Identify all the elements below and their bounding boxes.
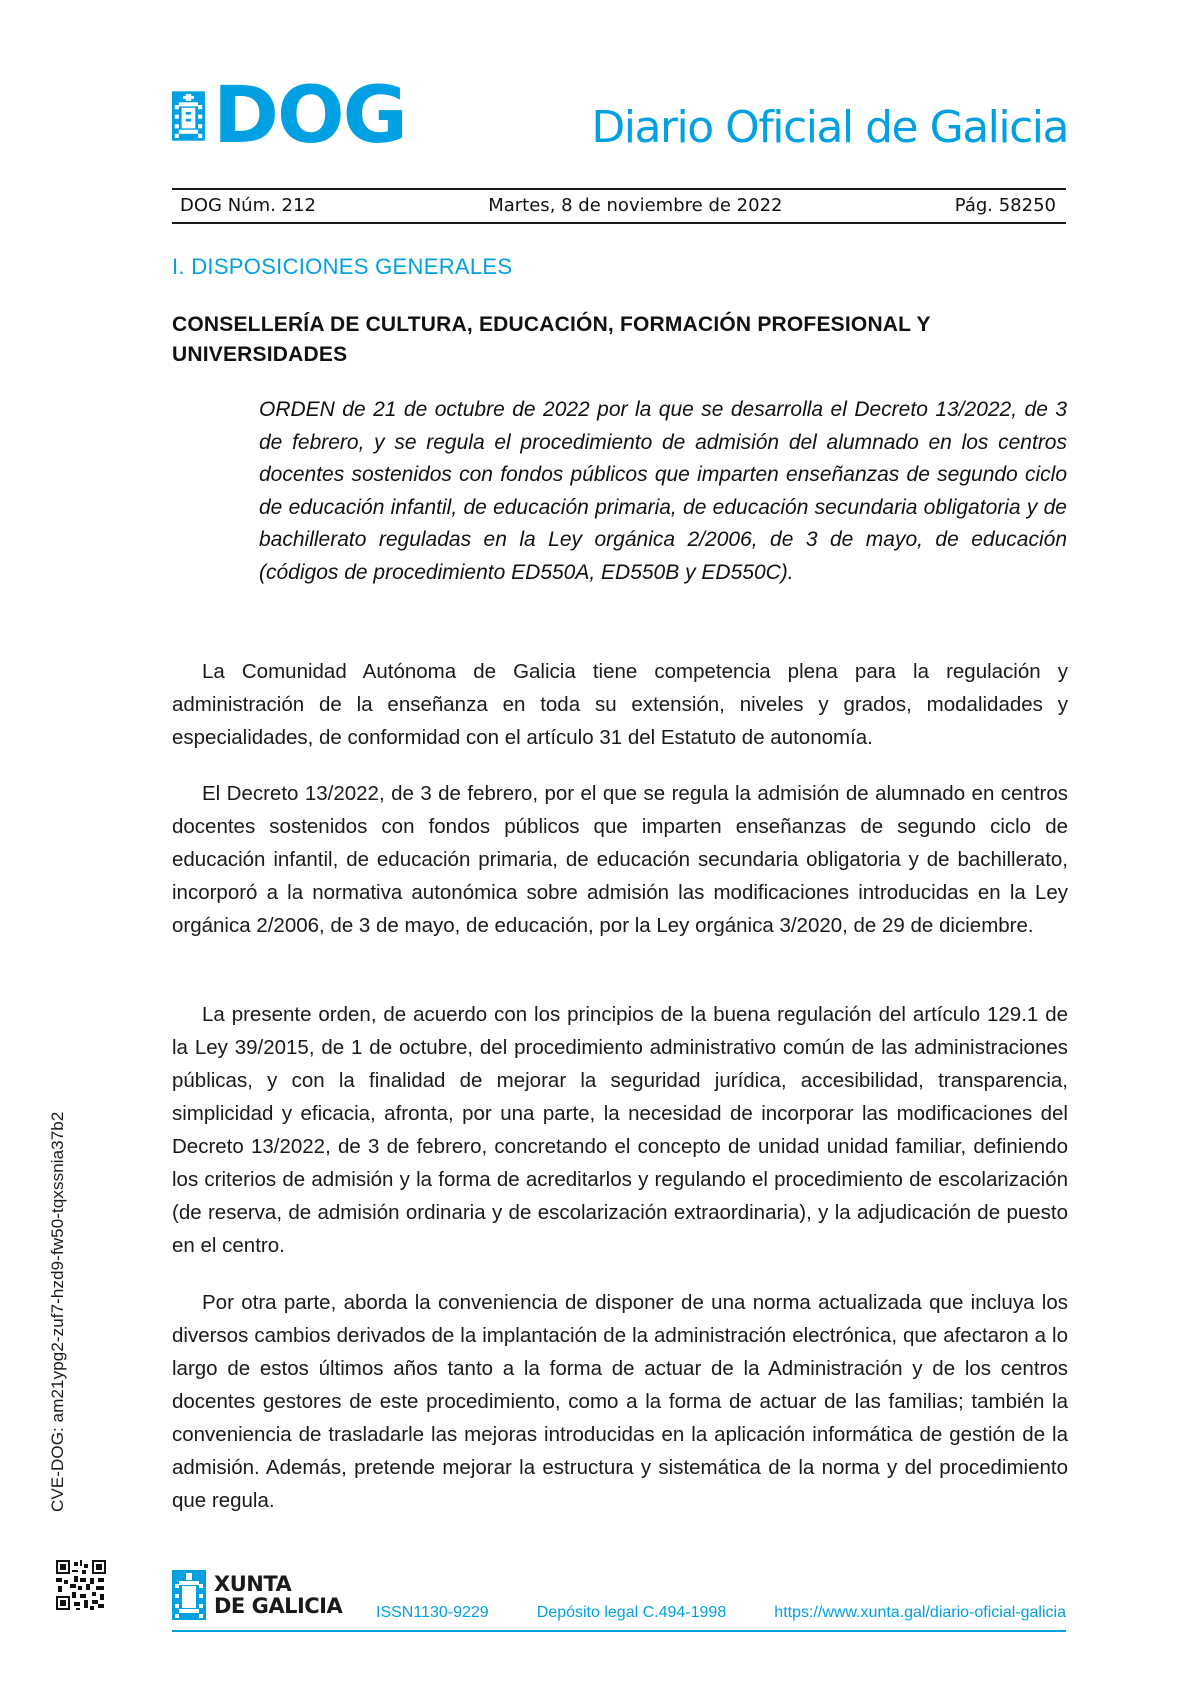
publication-title: Diario Oficial de Galicia: [591, 102, 1068, 153]
issue-number: DOG Núm. 212: [180, 194, 316, 216]
footer-url-link[interactable]: https://www.xunta.gal/diario-oficial-galicia: [774, 1604, 1066, 1621]
order-title: ORDEN de 21 de octubre de 2022 por la que se desarrolla el Decreto 13/2022, de 3 de febrero, y se regula el procedimiento de admisión del alumnado en los centros docentes sostenidos con fondos públicos que imparten enseñanzas de segundo ciclo de educación infantil, de educación primaria, de educación secundaria obligatoria y de bachillerato reguladas en la Ley orgánica 2/2006, de 3 de mayo, de educación (códigos de procedimiento ED550A, ED550B y ED550C).: [259, 398, 1067, 584]
header-bottom-rule: [172, 222, 1066, 224]
dog-wordmark: DOG: [212, 71, 406, 161]
page-number: Pág. 58250: [954, 194, 1056, 216]
department-title: CONSELLERÍA DE CULTURA, EDUCACIÓN, FORMACIÓN PROFESIONAL Y UNIVERSIDADES: [172, 313, 931, 366]
paragraph-3: La presente orden, de acuerdo con los principios de la buena regulación del artículo 129.1 de la Ley 39/2015, de 1 de octubre, del procedimiento administrativo común de las administraciones públicas, y con la finalidad de mejorar la seguridad jurídica, accesibilidad, transparencia, simplicidad y eficacia, afronta, por una parte, la necesidad de incorporar las modificaciones del Decreto 13/2022, de 3 de febrero, concretando el concepto de unidad unidad familiar, definiendo los criterios de admisión y la forma de acreditarlos y regulando el procedimiento de escolarización (de reserva, de admisión ordinaria y de escolarización extraordinaria), y la adjudicación de puesto en el centro.: [172, 1003, 1068, 1257]
footer-rule: [172, 1630, 1066, 1632]
qr-code-icon[interactable]: [56, 1560, 106, 1610]
dog-logo: [172, 71, 406, 161]
xunta-line-2: DE GALICIA: [214, 1594, 343, 1618]
xunta-logo: [172, 1570, 342, 1620]
paragraph-4: Por otra parte, aborda la conveniencia de disponer de una norma actualizada que incluya los diversos cambios derivados de la implantación de la administración electrónica, que afectaron a lo largo de estos últimos años tanto a la forma de actuar de la Administración y de los centros docentes gestores de este procedimiento, como a la forma de actuar de las familias; también la conveniencia de trasladarle las mejoras introducidas en la aplicación informática de gestión de la admisión. Además, pretende mejorar la estructura y sistemática de la norma y del procedimiento que regula.: [172, 1291, 1068, 1512]
galicia-shield-icon: [172, 80, 205, 152]
xunta-shield-icon: [172, 1570, 206, 1620]
xunta-wordmark: [214, 1573, 342, 1617]
issue-line: [172, 190, 1066, 220]
issue-date: Martes, 8 de noviembre de 2022: [488, 194, 783, 216]
paragraph-2: El Decreto 13/2022, de 3 de febrero, por el que se regula la admisión de alumnado en centros docentes sostenidos con fondos públicos que imparten enseñanzas de segundo ciclo de educación infantil, de educación primaria, de educación secundaria obligatoria y de bachillerato, incorporó a la normativa autonómica sobre admisión las modificaciones introducidas en la Ley orgánica 2/2006, de 3 de mayo, de educación, por la Ley orgánica 3/2020, de 29 de diciembre.: [172, 782, 1068, 937]
xunta-line-1: XUNTA: [214, 1572, 292, 1596]
cve-code: CVE-DOG: am21ypg2-zuf7-hzd9-fw50-tqxssnia37b2: [48, 1111, 67, 1512]
deposito-legal: Depósito legal C.494-1998: [536, 1604, 727, 1621]
footer-info: [376, 1604, 1066, 1622]
paragraph-1: La Comunidad Autónoma de Galicia tiene competencia plena para la regulación y administración de la enseñanza en toda su extensión, niveles y grados, modalidades y especialidades, de conformidad con el artículo 31 del Estatuto de autonomía.: [172, 660, 1068, 749]
issn: ISSN1130-9229: [376, 1604, 489, 1621]
section-title: I. DISPOSICIONES GENERALES: [172, 254, 513, 279]
